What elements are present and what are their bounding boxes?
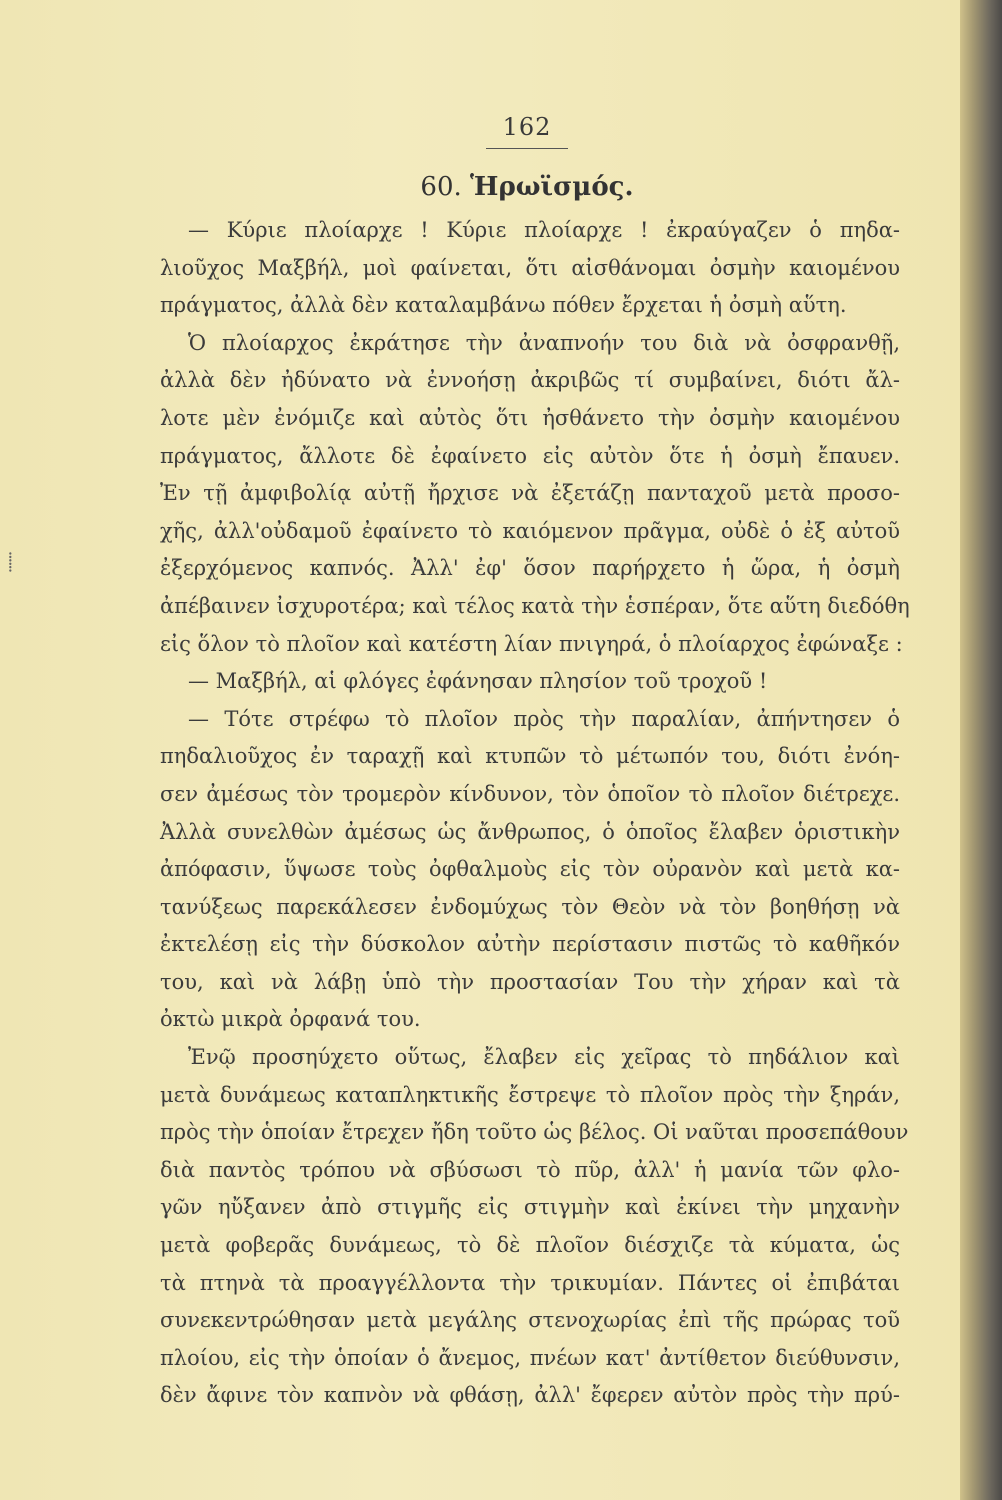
text-line: ὀκτὼ μικρὰ ὀρφανά του.	[160, 1007, 421, 1032]
page-number: 162	[502, 113, 552, 141]
text-line: γῶν ηὔξανεν ἀπὸ στιγμῆς εἰς στιγμὴν καὶ ἐκίνει τὴν μηχανὴν	[160, 1195, 900, 1220]
body-text	[160, 212, 910, 1415]
text-line: διὰ παντὸς τρόπου νὰ σβύσωσι τὸ πῦρ, ἀλλ' ἡ μανία τῶν φλο-	[160, 1157, 900, 1182]
text-line: δὲν ἄφινε τὸν καπνὸν νὰ φθάσῃ, ἀλλ' ἔφερεν αὐτὸν πρὸς τὴν πρύ-	[160, 1383, 900, 1408]
text-line: ἐξερχόμενος καπνός. Ἀλλ' ἐφ' ὅσον παρήρχετο ἡ ὥρα, ἡ ὀσμὴ	[160, 556, 900, 581]
text-line: Ἐν τῇ ἀμφιβολίᾳ αὐτῇ ἤρχισε νὰ ἐξετάζῃ πανταχοῦ μετὰ προσο-	[160, 481, 900, 506]
text-line: ἀλλὰ δὲν ἠδύνατο νὰ ἐννοήσῃ ἀκριβῶς τί συμβαίνει, διότι ἄλ-	[160, 368, 900, 393]
margin-mark: ⸽	[8, 552, 13, 573]
text-line: — Μαξβήλ, αἱ φλόγες ἐφάνησαν πλησίον τοῦ τροχοῦ !	[188, 669, 768, 694]
book-spine-edge	[960, 0, 1002, 1500]
text-line: πράγματος, ἀλλὰ δὲν καταλαμβάνω πόθεν ἔρχεται ἡ ὀσμὴ αὕτη.	[160, 293, 847, 318]
text-line: συνεκεντρώθησαν μετὰ μεγάλης στενοχωρίας ἐπὶ τῆς πρώρας τοῦ	[160, 1308, 900, 1333]
text-line: εἰς ὅλον τὸ πλοῖον καὶ κατέστη λίαν πνιγηρά, ὁ πλοίαρχος ἐφώναξε :	[160, 631, 903, 656]
text-line: — Κύριε πλοίαρχε ! Κύριε πλοίαρχε ! ἐκραύγαζεν ὁ πηδα-	[188, 218, 900, 242]
text-line: πηδαλιοῦχος ἐν ταραχῇ καὶ κτυπῶν τὸ μέτωπόν του, διότι ἐνόη-	[160, 744, 900, 769]
text-line: μετὰ δυνάμεως καταπληκτικῆς ἔστρεψε τὸ πλοῖον πρὸς τὴν ξηράν,	[160, 1082, 900, 1107]
text-line: ἐκτελέσῃ εἰς τὴν δύσκολον αὐτὴν περίστασιν πιστῶς τὸ καθῆκόν	[160, 932, 900, 957]
text-line: ἀπέβαινεν ἰσχυροτέρα; καὶ τέλος κατὰ τὴν ἑσπέραν, ὅτε αὕτη διεδόθη	[160, 593, 910, 618]
text-line: Ἐνῷ προσηύχετο οὕτως, ἔλαβεν εἰς χεῖρας τὸ πηδάλιον καὶ	[188, 1045, 900, 1070]
text-line: λιοῦχος Μαξβήλ, μοὶ φαίνεται, ὅτι αἰσθάνομαι ὀσμὴν καιομένου	[160, 255, 900, 280]
text-line: τὰ πτηνὰ τὰ προαγγέλλοντα τὴν τρικυμίαν. Πάντες οἱ ἐπιβάται	[160, 1270, 900, 1295]
text-line: ἀπόφασιν, ὕψωσε τοὺς ὀφθαλμοὺς εἰς τὸν οὐρανὸν καὶ μετὰ κα-	[160, 857, 900, 882]
text-line: τανύξεως παρεκάλεσεν ἐνδομύχως τὸν Θεὸν νὰ τὸν βοηθήσῃ νὰ	[160, 894, 900, 919]
text-line: πρὸς τὴν ὁποίαν ἔτρεχεν ἤδη τοῦτο ὡς βέλος. Οἱ ναῦται προσεπάθουν	[160, 1120, 909, 1145]
text-line: χῆς, ἀλλ'οὐδαμοῦ ἐφαίνετο τὸ καιόμενον πρᾶγμα, οὐδὲ ὁ ἐξ αὐτοῦ	[160, 518, 900, 543]
text-line: σεν ἀμέσως τὸν τρομερὸν κίνδυνον, τὸν ὁποῖον τὸ πλοῖον διέτρεχε.	[160, 781, 900, 806]
text-line: λοτε μὲν ἐνόμιζε καὶ αὐτὸς ὅτι ἠσθάνετο τὴν ὀσμὴν καιομένου	[160, 405, 900, 430]
chapter-heading	[0, 172, 1002, 202]
text-line: πλοίου, εἰς τὴν ὁποίαν ὁ ἄνεμος, πνέων κατ' ἀντίθετον διεύθυνσιν,	[160, 1345, 900, 1370]
text-line: — Τότε στρέφω τὸ πλοῖον πρὸς τὴν παραλίαν, ἀπήντησεν ὁ	[188, 706, 900, 731]
text-line: Ἀλλὰ συνελθὼν ἀμέσως ὡς ἄνθρωπος, ὁ ὁποῖος ἔλαβεν ὁριστικὴν	[160, 819, 900, 844]
text-line: Ὁ πλοίαρχος ἐκράτησε τὴν ἀναπνοήν του διὰ νὰ ὀσφρανθῇ,	[188, 330, 900, 355]
chapter-title: Ἡρωϊσμός.	[470, 172, 634, 202]
chapter-number: 60.	[420, 172, 462, 202]
page-number-rule	[486, 148, 568, 149]
text-line: πράγματος, ἄλλοτε δὲ ἐφαίνετο εἰς αὐτὸν ὅτε ἡ ὀσμὴ ἔπαυεν.	[160, 443, 900, 468]
text-line: του, καὶ νὰ λάβῃ ὑπὸ τὴν προστασίαν Του τὴν χήραν καὶ τὰ	[160, 969, 900, 994]
text-line: μετὰ φοβερᾶς δυνάμεως, τὸ δὲ πλοῖον διέσχιζε τὰ κύματα, ὡς	[160, 1233, 900, 1258]
